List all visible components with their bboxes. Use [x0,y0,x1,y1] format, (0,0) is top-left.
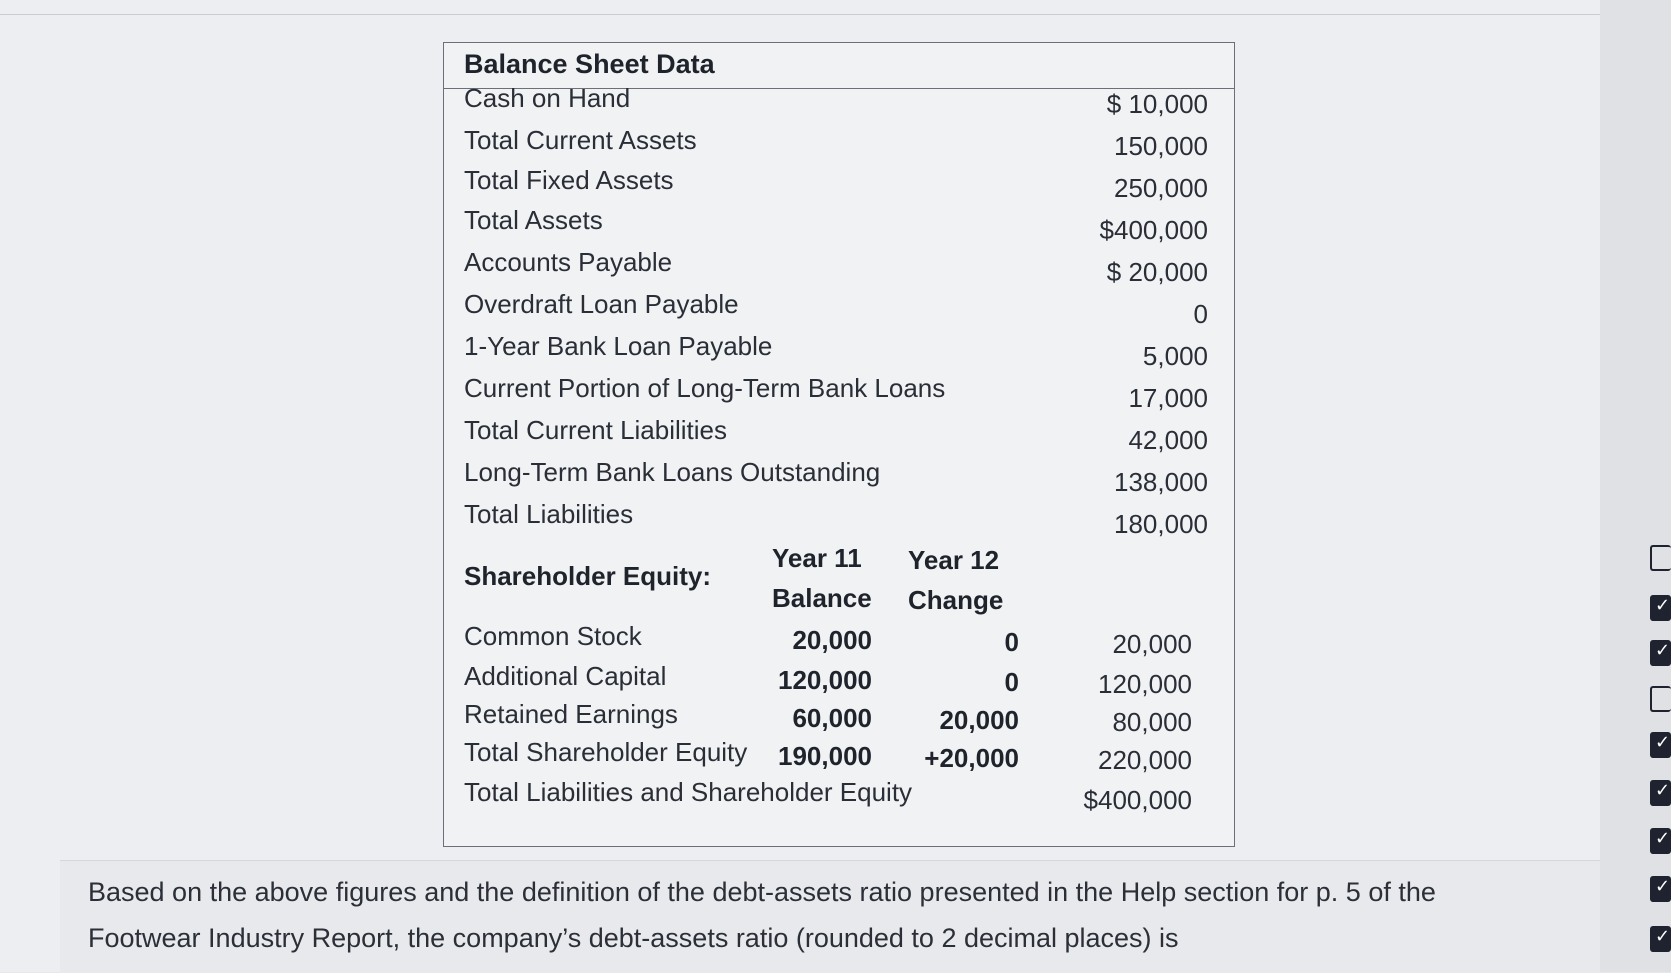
row-value-total-assets: $400,000 [1099,215,1208,245]
equity-row-total: 120,000 [1098,669,1192,699]
question-text: Based on the above figures and the definition of the debt-assets ratio presented in the Help section for p. 5 of the Footwear Industry Report, the company’s debt-assets ratio (rounded to 2 decimal places) is [88,877,1436,953]
row-value-total-fixed-assets: 250,000 [1114,173,1208,203]
checkbox-checked[interactable] [1650,732,1671,758]
equity-row-year11: 20,000 [792,625,872,655]
row-value-lt-bank-loans: 138,000 [1114,467,1208,497]
shareholder-equity-heading: Shareholder Equity: [464,561,712,591]
checkbox-checked[interactable] [1650,828,1671,854]
grand-total-label: Total Liabilities and Shareholder Equity [464,777,913,807]
checkbox-checked[interactable] [1650,876,1671,902]
equity-row-label: Additional Capital [464,661,667,691]
row-label-cash-on-hand: Cash on Hand [464,83,631,113]
row-label-total-assets: Total Assets [464,205,603,235]
row-label-total-current-liabilities: Total Current Liabilities [464,415,728,445]
row-label-lt-bank-loans: Long-Term Bank Loans Outstanding [464,457,881,487]
row-value-total-current-liabilities: 42,000 [1128,425,1208,455]
row-value-total-liabilities: 180,000 [1114,509,1208,539]
checkbox-empty[interactable] [1650,686,1671,712]
checkbox-checked[interactable] [1650,926,1671,952]
row-label-total-current-assets: Total Current Assets [464,125,697,155]
equity-row-change: 20,000 [939,705,1019,735]
row-value-accounts-payable: $ 20,000 [1106,257,1208,287]
row-label-1-year-bank-loan: 1-Year Bank Loan Payable [464,331,773,361]
equity-row-year11: 190,000 [778,741,872,771]
table-title: Balance Sheet Data [464,49,715,79]
checkbox-checked[interactable] [1650,640,1671,666]
row-label-accounts-payable: Accounts Payable [464,247,673,277]
row-value-current-portion-lt-loans: 17,000 [1128,383,1208,413]
check-icon: ✓ [1655,876,1671,896]
equity-row-total: 80,000 [1112,707,1192,737]
equity-row-change: 0 [1004,667,1019,697]
row-value-cash-on-hand: $ 10,000 [1106,89,1208,119]
row-label-overdraft-loan: Overdraft Loan Payable [464,289,739,319]
row-label-total-liabilities: Total Liabilities [464,499,634,529]
question-panel [60,860,1600,973]
row-value-total-current-assets: 150,000 [1114,131,1208,161]
balance-sheet-table [443,42,1235,847]
checkbox-empty[interactable] [1650,545,1671,571]
equity-row-total: 220,000 [1098,745,1192,775]
row-label-total-fixed-assets: Total Fixed Assets [464,165,674,195]
checkbox-checked[interactable] [1650,595,1671,621]
grand-total-value: $400,000 [1083,785,1192,815]
check-icon: ✓ [1655,828,1671,848]
checkbox-checked[interactable] [1650,780,1671,806]
equity-row-year11: 120,000 [778,665,872,695]
equity-row-label: Retained Earnings [464,699,678,729]
row-value-overdraft-loan: 0 [1193,299,1208,329]
equity-row-year11: 60,000 [792,703,872,733]
check-icon: ✓ [1655,595,1671,615]
equity-row-change: +20,000 [924,743,1019,773]
col-head-year11-line1: Year 11 [772,543,862,573]
col-head-year11-line2: Balance [772,583,872,613]
equity-row-change: 0 [1004,627,1019,657]
equity-row-label: Common Stock [464,621,642,651]
top-divider [0,14,1600,15]
equity-row-label: Total Shareholder Equity [464,737,748,767]
check-icon: ✓ [1655,926,1671,946]
check-icon: ✓ [1655,732,1671,752]
equity-row-total: 20,000 [1112,629,1192,659]
row-label-current-portion-lt-loans: Current Portion of Long-Term Bank Loans [464,373,946,403]
col-head-year12-line2: Change [908,585,1004,615]
check-icon: ✓ [1655,780,1671,800]
row-value-1-year-bank-loan: 5,000 [1142,341,1208,371]
col-head-year12-line1: Year 12 [908,545,1000,575]
right-sidebar-strip [1600,0,1671,972]
check-icon: ✓ [1655,640,1671,660]
